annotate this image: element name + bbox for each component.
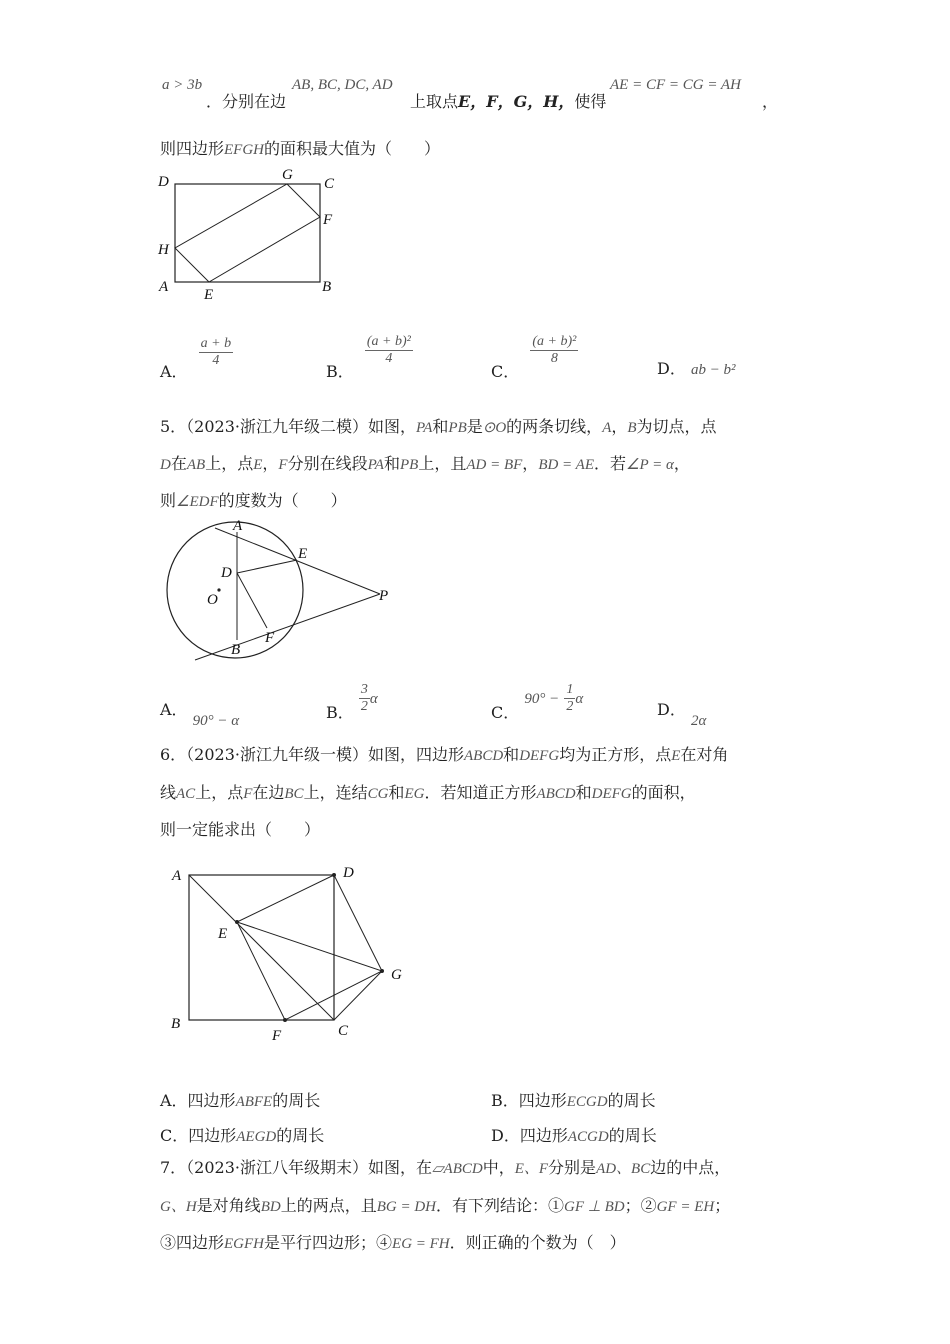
q5-option-a[interactable]: A． 90° − α <box>160 700 240 729</box>
q6-label-E: E <box>218 926 228 942</box>
q4-label-G: G <box>282 167 293 183</box>
q5-label-D: D <box>221 565 232 581</box>
q4-label-H: H <box>158 242 169 258</box>
q5-label-O: O <box>207 592 218 608</box>
q4-condition-ab <box>162 74 202 95</box>
q4-label-F: F <box>323 212 333 228</box>
q6-option-d[interactable]: D．四边形ACGD的周长 <box>491 1126 657 1145</box>
q4-sides: AB, BC, DC, AD <box>292 77 393 93</box>
q4-text-side: ．分别在边 <box>206 92 287 111</box>
q4-label-A: A <box>159 279 169 295</box>
q5-label-P: P <box>379 588 389 604</box>
q5-option-d[interactable]: D． 2α <box>657 700 707 729</box>
q4-option-b[interactable]: B． $\frac{\text{(a + b)²}}{4}$ <box>326 334 411 381</box>
q7-line-1: 7．（2023·浙江八年级期末）如图，在▱ABCD中，E、F分别是AD、BC边的中点， <box>160 1158 731 1177</box>
q4-question-line: 则四边形EFGH的面积最大值为（ ） <box>160 139 441 158</box>
q4-option-d[interactable]: D． ab − b² <box>657 359 736 378</box>
q6-label-A: A <box>172 868 182 884</box>
q6-option-b[interactable]: B．四边形ECGD的周长 <box>491 1091 656 1110</box>
q4-label-C: C <box>324 176 335 192</box>
q5-label-A: A <box>233 518 243 534</box>
q6-label-D: D <box>343 865 354 881</box>
q5-label-B: B <box>231 642 241 658</box>
q5-line-2: D在AB上，点E，F分别在线段PA和PB上，且AD = BF，BD = AE．若∠P = α， <box>160 454 690 473</box>
q4-label-D: D <box>158 174 169 190</box>
q6-figure-squares <box>160 858 420 1048</box>
q5-label-F: F <box>265 630 275 646</box>
q6-option-c[interactable]: C．四边形AEGD的周长 <box>160 1126 325 1145</box>
q6-line-1: 6．（2023·浙江九年级一模）如图，四边形ABCD和DEFG均为正方形，点E在对角 <box>160 745 729 764</box>
q4-cond-a-gt-3b: a > 3b <box>162 77 203 93</box>
q6-label-G: G <box>391 967 402 983</box>
q5-line-1: 5．（2023·浙江九年级二模）如图，PA和PB是⊙O的两条切线，A，B为切点，点 <box>160 417 717 436</box>
q4-option-c[interactable]: C． $\frac{\text{(a + b)²}}{8}$ <box>491 334 577 381</box>
q6-line-3: 则一定能求出（ ） <box>160 820 321 839</box>
q5-label-E: E <box>298 546 308 562</box>
q4-label-E: E <box>204 287 214 303</box>
q4-option-a[interactable]: A． $\frac{a + b}{4}$ <box>160 336 232 381</box>
q6-label-F: F <box>272 1028 282 1044</box>
q4-equality: AE = CF = CG = AH <box>610 77 741 93</box>
q6-label-B: B <box>171 1016 181 1032</box>
q4-figure-rectangle <box>150 162 350 307</box>
q5-option-c[interactable]: C． 90° − $\frac{1}{2}$ α <box>491 682 584 722</box>
q5-figure-circle-tangents <box>155 518 405 663</box>
q6-option-a[interactable]: A．四边形ABFE的周长 <box>160 1091 321 1110</box>
q4-comma: ， <box>762 92 779 111</box>
q4-label-B: B <box>322 279 332 295</box>
q7-line-3: ③四边形EGFH是平行四边形；④EG = FH．则正确的个数为（ ） <box>160 1233 626 1252</box>
q5-option-b[interactable]: B． $\frac{3}{2}$ α <box>326 682 378 722</box>
q6-label-C: C <box>338 1023 349 1039</box>
q5-line-3: 则∠EDF的度数为（ ） <box>160 491 347 510</box>
q6-line-2: 线AC上，点F在边BC上，连结CG和EG．若知道正方形ABCD和DEFG的面积， <box>160 783 696 802</box>
q7-line-2: G、H是对角线BD上的两点，且BG = DH．有下列结论：①GF ⊥ BD；②GF = EH； <box>160 1196 731 1215</box>
q4-text-points: 上取点E，F，G，H，使得 <box>410 92 607 111</box>
